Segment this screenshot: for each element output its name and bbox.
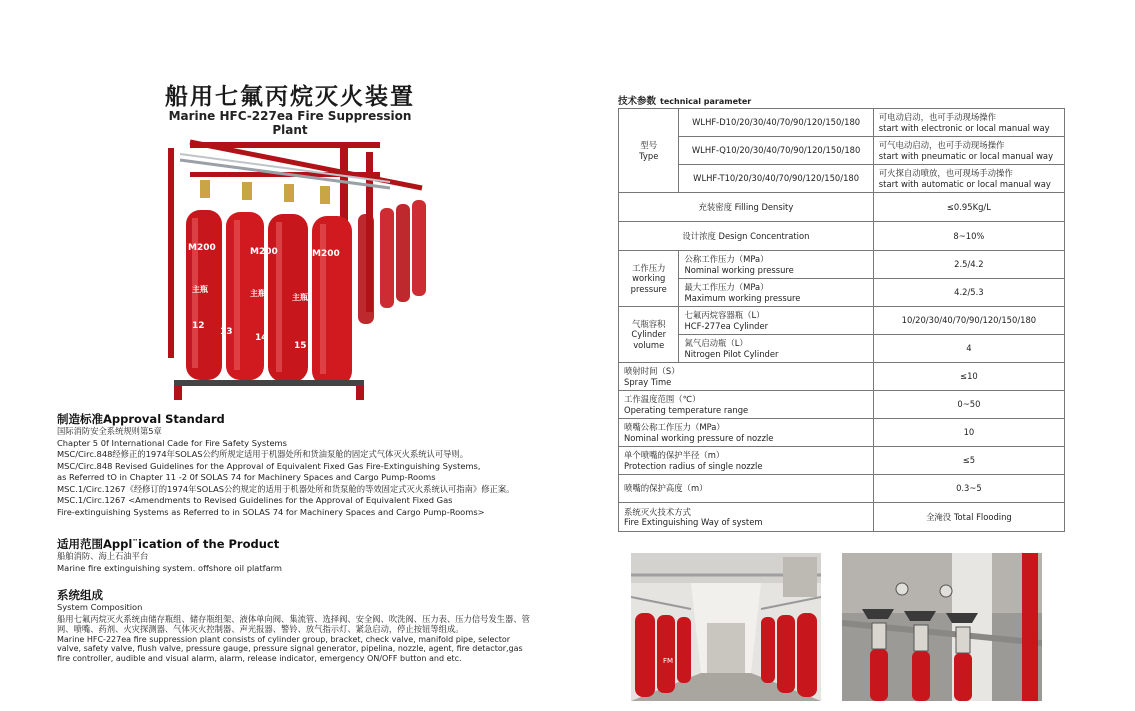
n2-cylinder-value: 4	[873, 335, 1064, 363]
type-desc-en: start with pneumatic or local manual way	[878, 150, 1054, 161]
temp-range-en: Operating temperature range	[624, 404, 749, 415]
application-section	[57, 537, 557, 574]
design-concentration-label: 设计浓度 Design Concentration	[619, 222, 874, 251]
n2-cylinder-label	[679, 335, 873, 363]
cyl-main-3: 主瓶	[250, 289, 266, 298]
max-pressure-value: 4.2/5.3	[873, 279, 1064, 307]
cyl-mark-1: M200	[188, 243, 216, 253]
cyl-number-14: 14	[255, 333, 268, 343]
approval-line: MSC.1/Circ.1267《经修订的1974年SOLAS公约规定的适用于机器处所和货泵舱的等效固定式灭火系统认可指南》修正案。	[57, 483, 515, 494]
type-desc	[873, 165, 1064, 193]
page-title-en: Marine HFC-227ea Fire Suppression Plant	[168, 109, 412, 137]
table-row	[619, 307, 1065, 335]
approval-line: 国际消防安全系统规则第5章	[57, 426, 162, 436]
max-pressure-en: Maximum working pressure	[684, 292, 801, 303]
type-label-en: Type	[639, 150, 659, 161]
approval-line: MSC.1/Circ.1267 <Amendments to Revised Guidelines for the Approval of Equivalent Fixed Gas	[57, 495, 453, 505]
nominal-pressure-en: Nominal working pressure	[684, 264, 794, 275]
hcf-cylinder-cn: 七氟丙烷容器瓶（L）	[684, 310, 765, 320]
nozzle-pressure-value: 10	[873, 419, 1064, 447]
nominal-pressure-cn: 公称工作压力（MPa）	[684, 254, 769, 264]
cylinder-group-en1: Cylinder	[631, 329, 667, 340]
type-model: WLHF-Q10/20/30/40/70/90/120/150/180	[679, 137, 873, 165]
temp-range-value: 0~50	[873, 391, 1064, 419]
temp-range-label	[619, 391, 874, 419]
spec-table	[618, 108, 1065, 532]
type-label-cell	[619, 109, 679, 193]
composition-heading: 系统组成	[57, 588, 103, 602]
approval-section	[57, 412, 557, 518]
table-row	[619, 165, 1065, 193]
max-pressure-cn: 最大工作压力（MPa）	[684, 282, 769, 292]
table-row	[619, 335, 1065, 363]
application-line: Marine fire extinguishing system. offshore oil platfarm	[57, 562, 282, 573]
cyl-number-12: 12	[192, 321, 205, 331]
pressure-group-label	[619, 251, 679, 307]
hcf-cylinder-value: 10/20/30/40/70/90/120/150/180	[873, 307, 1064, 335]
type-desc-cn: 可气电动启动，也可手动现场操作	[878, 140, 1005, 150]
cylinder-group-en2: volume	[633, 339, 665, 350]
design-concentration-value: 8~10%	[873, 222, 1064, 251]
pressure-group-en1: working	[632, 273, 666, 284]
photo-cylinder-label: FM	[663, 657, 674, 665]
approval-line: Chapter 5 0f International Cade for Fire Safety Systems	[57, 437, 287, 448]
installation-photo-room	[631, 553, 821, 701]
table-row	[619, 363, 1065, 391]
composition-text-en: Marine HFC-227ea fire suppression plant consists of cylinder group, bracket, check valve, manifold pipe, selector valve, safety valve, flush valve, pressure gauge, pressure signal generator, pipelina, nozzle, agent, fire detactor,gas fire controller, audible and visual alarm, alarm, release indicator, emergency ON/OFF button and etc.	[57, 634, 523, 663]
hcf-cylinder-label	[679, 307, 873, 335]
spray-time-label	[619, 363, 874, 391]
nozzle-radius-value: ≤5	[873, 447, 1064, 475]
nozzle-pressure-en: Nominal working pressure of nozzle	[624, 432, 774, 443]
filling-density-label: 充装密度 Filling Density	[619, 193, 874, 222]
cyl-number-15: 15	[294, 341, 307, 351]
flooding-value: 全淹没 Total Flooding	[873, 503, 1064, 532]
application-line: 船舶消防、海上石油平台	[57, 551, 149, 561]
approval-line: as Referred tO in Chapter 11 -2 0f SOLAS 74 for Machinery Spaces and Cargo Pump-Rooms	[57, 472, 436, 482]
approval-heading: 制造标准Approval Standard	[57, 412, 225, 426]
composition-subheading: System Composition	[57, 602, 143, 612]
application-heading: 适用范围Appl¨ication of the Product	[57, 537, 280, 551]
table-row	[619, 251, 1065, 279]
table-row	[619, 222, 1065, 251]
type-desc-cn: 可火探自动喷放，也可现场手动操作	[878, 168, 1013, 178]
flooding-cn: 系统灭火技术方式	[624, 506, 691, 517]
pressure-group-cn: 工作压力	[631, 262, 666, 273]
page-title-cn: 船用七氟丙烷灭火装置	[165, 84, 415, 110]
nominal-pressure-label	[679, 251, 873, 279]
nozzle-pressure-label	[619, 419, 874, 447]
type-model: WLHF-T10/20/30/40/70/90/120/150/180	[679, 165, 873, 193]
table-row	[619, 447, 1065, 475]
type-model: WLHF-D10/20/30/40/70/90/120/150/180	[679, 109, 873, 137]
hcf-cylinder-en: HCF-277ea Cylinder	[684, 320, 769, 331]
params-heading-cn: 技术参数	[618, 96, 657, 107]
cyl-main-4: 主瓶	[292, 293, 308, 302]
table-row	[619, 193, 1065, 222]
table-row	[619, 279, 1065, 307]
cyl-number-13: 13	[220, 327, 233, 337]
filling-density-value: ≤0.95Kg/L	[873, 193, 1064, 222]
type-desc	[873, 137, 1064, 165]
table-row	[619, 503, 1065, 532]
nozzle-pressure-cn: 喷嘴公称工作压力（MPa）	[624, 422, 725, 432]
composition-section	[57, 588, 535, 663]
installation-photo-valves	[842, 553, 1042, 701]
cylinder-group-label	[619, 307, 679, 363]
approval-line: MSC/Circ.848 Revised Guidelines for the Approval of Equivalent Fixed Gas Fire-Extinguishing Systems,	[57, 460, 481, 471]
cylinder-group-cn: 气瓶容积	[631, 318, 666, 329]
nominal-pressure-value: 2.5/4.2	[873, 251, 1064, 279]
table-row	[619, 109, 1065, 137]
cyl-mark-4: M200	[312, 249, 340, 259]
nozzle-radius-label	[619, 447, 874, 475]
type-desc-en: start with automatic or local manual way	[878, 178, 1051, 189]
cyl-main-1: 主瓶	[192, 285, 208, 294]
params-heading	[618, 93, 751, 107]
table-row	[619, 419, 1065, 447]
nozzle-radius-en: Protection radius of single nozzle	[624, 460, 763, 471]
n2-cylinder-en: Nitrogen Pilot Cylinder	[684, 348, 779, 359]
max-pressure-label	[679, 279, 873, 307]
table-row	[619, 475, 1065, 503]
type-desc-en: start with electronic or local manual way	[878, 122, 1050, 133]
table-row	[619, 137, 1065, 165]
approval-line: MSC/Circ.848经修正的1974年SOLAS公约所规定适用于机器处所和货油泵舱的固定式气体灭火系统认可导则。	[57, 449, 469, 459]
type-desc	[873, 109, 1064, 137]
spray-time-en: Spray Time	[624, 376, 672, 387]
params-heading-en: technical parameter	[660, 97, 752, 106]
type-label-cn: 型号	[640, 140, 658, 150]
nozzle-height-value: 0.3~5	[873, 475, 1064, 503]
spray-time-value: ≤10	[873, 363, 1064, 391]
product-illustration	[160, 128, 432, 406]
flooding-en: Fire Extinguishing Way of system	[624, 517, 763, 527]
spray-time-cn: 喷射时间（S）	[624, 366, 680, 376]
table-row	[619, 391, 1065, 419]
n2-cylinder-cn: 氮气启动瓶（L）	[684, 338, 748, 348]
pressure-group-en2: pressure	[630, 283, 667, 294]
composition-text-cn: 船用七氟丙烷灭火系统由储存瓶组、储存瓶组架、液体单向阀、集流管、选择阀、安全阀、吹洗阀、压力表、压力信号发生器、管网、喷嘴、药剂、火灾探测器、气体灭火控制器、声光报器、警铃、放气指示灯、紧急启动，停止按钮等组成。	[57, 613, 530, 634]
nozzle-height-label: 喷嘴的保护高度（m）	[619, 475, 874, 503]
approval-line: Fire-extinguishing Systems as Referred to in SOLAS 74 for Machinery Spaces and Cargo Pump-Rooms>	[57, 506, 485, 517]
nozzle-radius-cn: 单个喷嘴的保护半径（m）	[624, 450, 725, 460]
cyl-mark-3: M200	[250, 247, 278, 257]
temp-range-cn: 工作温度范围（℃）	[624, 394, 701, 404]
type-desc-cn: 可电动启动，也可手动现场操作	[878, 112, 997, 122]
flooding-label	[619, 503, 874, 532]
